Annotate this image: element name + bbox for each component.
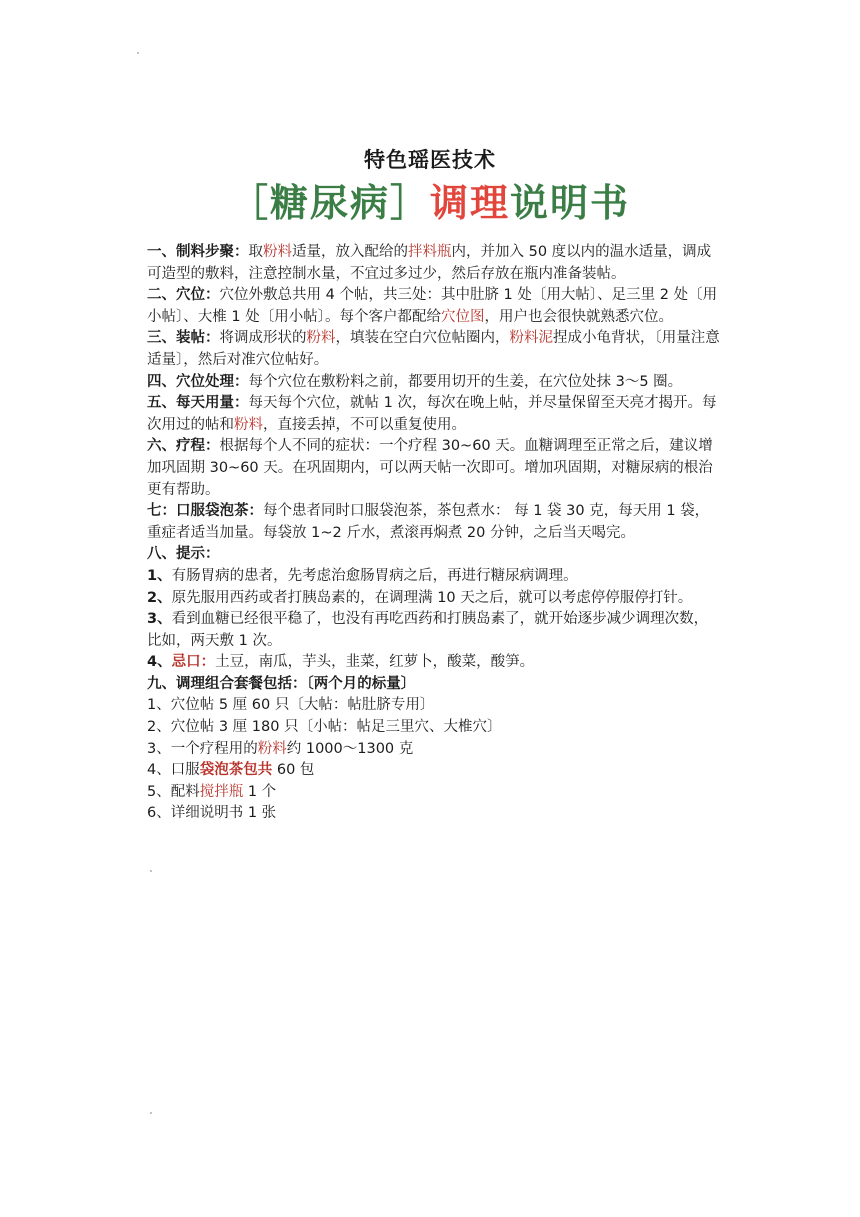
document-title xyxy=(0,178,860,228)
package-item: 2、穴位帖 3 厘 180 只〔小帖：帖足三里穴、大椎穴〕 xyxy=(147,719,502,736)
section-text: 每个患者同时口服袋泡茶，茶包煮水： 每 1 袋 30 克，每天用 1 袋，重症者适当加量。每袋放 1~2 斤水，煮滚再焖煮 20 分钟，之后当天喝完。 xyxy=(147,503,710,541)
package-text: 3、一个疗程用的 xyxy=(147,740,258,757)
section-text: ，用户也会很快就熟悉穴位。 xyxy=(484,308,673,325)
section-label: 七：口服袋泡茶： xyxy=(147,503,263,520)
tip-item xyxy=(147,609,722,652)
highlight-text: 搅拌瓶 xyxy=(199,783,244,800)
package-text: 60 包 xyxy=(272,762,315,779)
highlight-text: 粉料 xyxy=(234,416,263,433)
tip-number: 2、 xyxy=(147,589,172,606)
highlight-text: 粉料 xyxy=(306,330,336,347)
title-manual: 说明书 xyxy=(510,181,631,225)
section-daily-dosage xyxy=(147,393,722,436)
section-text: 适量，放入配给的 xyxy=(292,244,408,260)
highlight-text: 粉料 xyxy=(257,740,287,757)
section-package-heading: 九、调理组合套餐包括：〔两个月的标量〕 xyxy=(147,675,416,692)
scan-speck xyxy=(150,870,152,872)
tip-item-diet xyxy=(147,652,722,674)
tip-item xyxy=(147,588,722,610)
section-tips-heading: 八、提示： xyxy=(147,546,220,563)
package-item: 1、穴位帖 5 厘 60 只〔大帖：帖肚脐专用〕 xyxy=(147,697,435,714)
tip-number: 3、 xyxy=(147,611,172,628)
section-text: ，填装在空白穴位帖圈内， xyxy=(335,330,510,347)
section-label: 六、疗程： xyxy=(147,438,220,455)
section-label: 四、穴位处理： xyxy=(147,373,249,390)
section-label: 五、每天用量： xyxy=(147,395,249,412)
section-text: 取 xyxy=(248,244,263,260)
section-course xyxy=(147,436,722,501)
tip-text: 土豆，南瓜，芋头，韭菜，红萝卜，酸菜，酸笋。 xyxy=(215,654,535,671)
section-acupoint-treatment xyxy=(147,372,722,394)
highlight-label: 忌口： xyxy=(171,654,216,671)
title-disease: ［糖尿病］ xyxy=(229,181,430,225)
package-text: 1 个 xyxy=(243,783,277,800)
package-item xyxy=(147,760,722,782)
section-label: 三、装帖： xyxy=(147,330,220,347)
section-text: 内，并加入 50 度以内的温水适量，调成可造型的敷料，注意控制水量，不宜过多过少，然后存放在瓶内准备装帖。 xyxy=(147,244,712,282)
package-text: 约 1000～1300 克 xyxy=(286,740,414,757)
section-text: 将调成形状的 xyxy=(219,330,307,347)
section-apply-patch xyxy=(147,328,722,371)
title-regulate: 调理 xyxy=(429,181,510,225)
tip-number: 4、 xyxy=(147,654,172,671)
section-label: 二、穴位： xyxy=(147,287,220,304)
tip-item xyxy=(147,566,722,588)
section-text: 根据每个人不同的症状：一个疗程 30~60 天。血糖调理至正常之后，建议增加巩固期 30~60 天。在巩固期内，可以两天帖一次即可。增加巩固期，对糖尿病的根治更有帮助。 xyxy=(147,438,713,498)
section-text: 每个穴位在敷粉料之前，都要用切开的生姜，在穴位处抹 3～5 圈。 xyxy=(248,373,683,390)
highlight-text: 袋泡茶包共 xyxy=(199,762,273,779)
scan-speck xyxy=(150,1112,152,1114)
highlight-text: 拌料瓶 xyxy=(408,244,452,260)
tip-text: 有肠胃病的患者，先考虑治愈肠胃病之后，再进行糖尿病调理。 xyxy=(171,567,578,584)
section-text: ，直接丢掉，不可以重复使用。 xyxy=(263,416,466,433)
document-subtitle: 特色瑶医技术 xyxy=(364,148,496,172)
document-body xyxy=(147,242,722,825)
highlight-text: 穴位图 xyxy=(440,308,485,325)
section-tea xyxy=(147,501,722,544)
section-text: 捏成小龟背状，〔用量注意适量〕，然后对准穴位帖好。 xyxy=(147,330,720,368)
highlight-text: 粉料 xyxy=(263,244,292,260)
package-item xyxy=(147,782,722,804)
section-preparation xyxy=(147,242,722,285)
package-item xyxy=(147,739,722,761)
tip-text: 看到血糖已经很平稳了，也没有再吃西药和打胰岛素了，就开始逐步减少调理次数，比如，两天敷 1 次。 xyxy=(147,611,709,649)
package-text: 5、配料 xyxy=(147,783,200,800)
scan-speck xyxy=(137,52,139,54)
tip-number: 1、 xyxy=(147,567,172,584)
section-text: 穴位外敷总共用 4 个帖，共三处：其中肚脐 1 处〔用大帖〕、足三里 2 处〔用小帖〕、大椎 1 处〔用小帖〕。每个客户都配给 xyxy=(147,287,718,325)
highlight-text: 粉料泥 xyxy=(509,330,553,347)
package-item: 6、详细说明书 1 张 xyxy=(147,805,277,822)
section-text: 每天每个穴位，就帖 1 次，每次在晚上帖，并尽量保留至天亮才揭开。每次用过的帖和 xyxy=(147,395,717,433)
section-acupoints xyxy=(147,285,722,328)
tip-text: 原先服用西药或者打胰岛素的，在调理满 10 天之后，就可以考虑停停服停打针。 xyxy=(171,589,693,606)
package-text: 4、口服 xyxy=(147,762,200,779)
section-label: 一、制料步聚： xyxy=(147,244,249,260)
